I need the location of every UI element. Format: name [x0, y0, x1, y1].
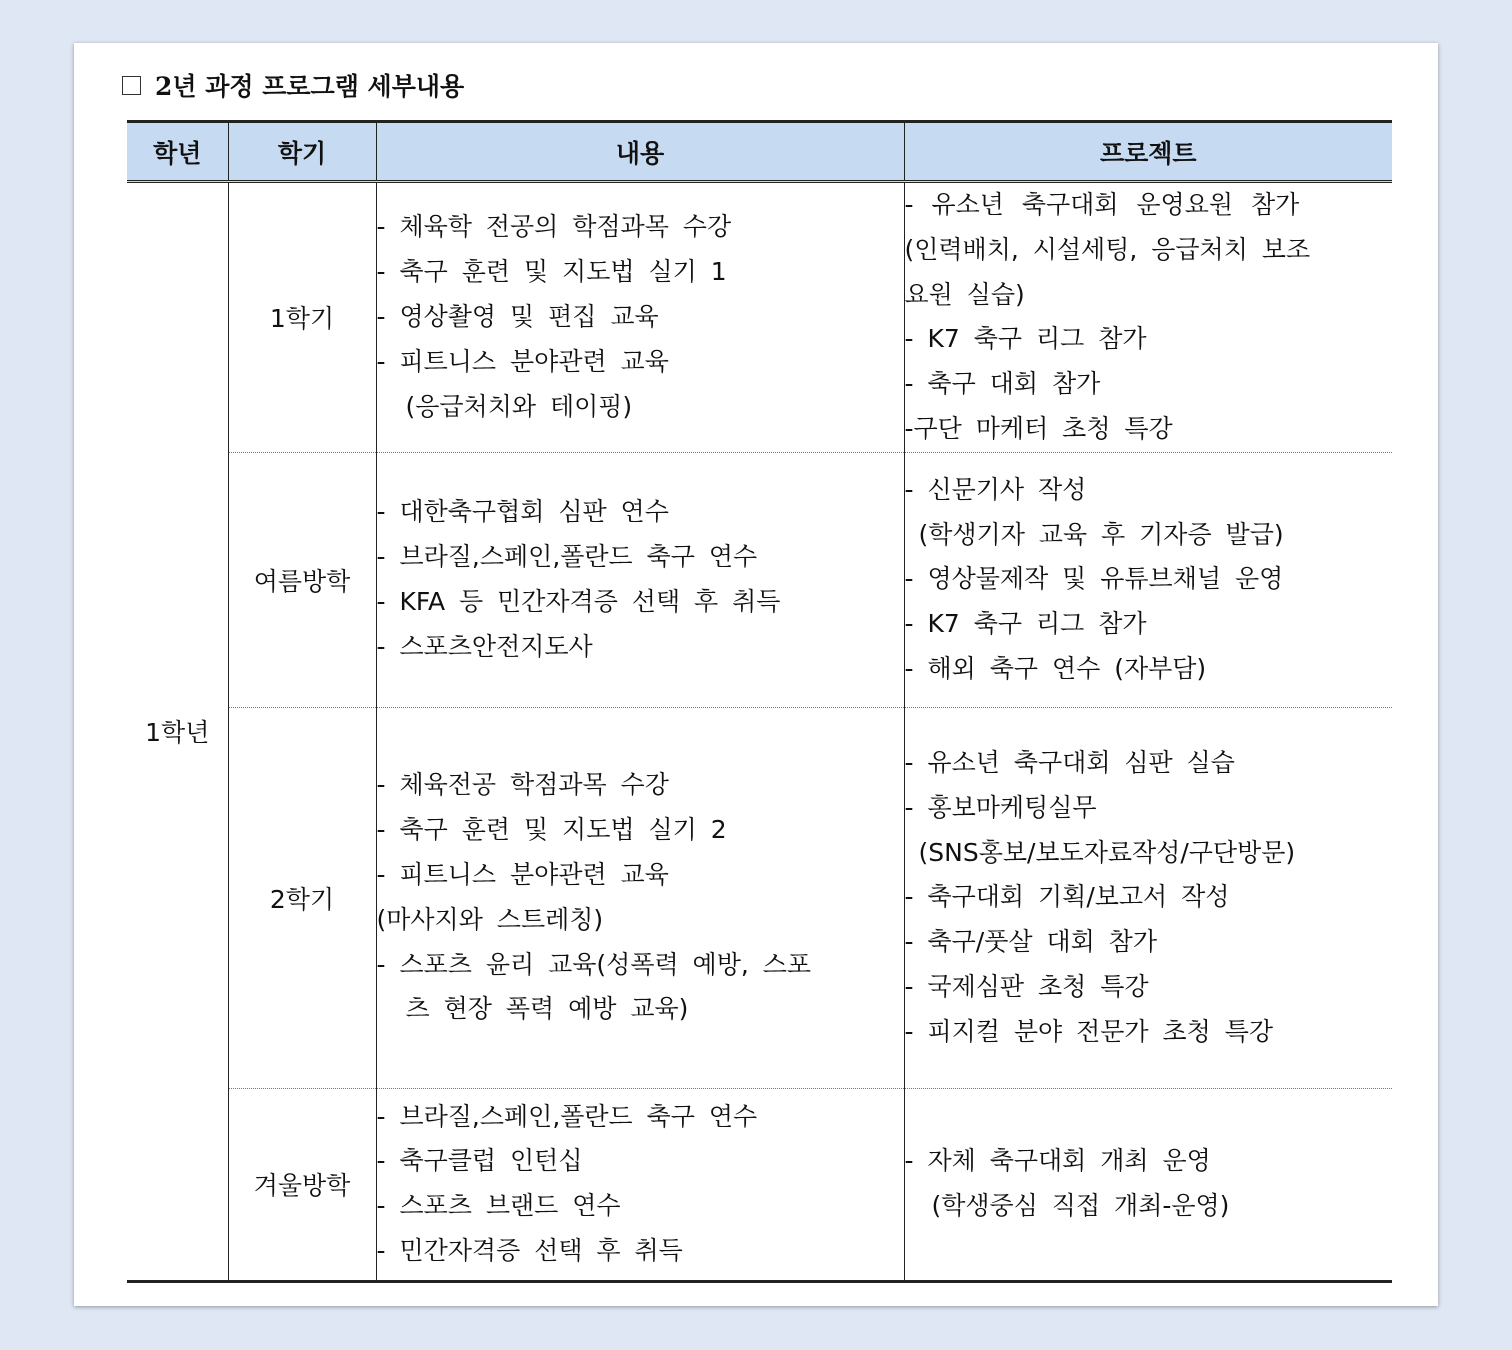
project-line: - 유소년 축구대회 운영요원 참가 [904, 190, 1300, 219]
project-line: (SNS홍보/보도자료작성/구단방문) [918, 837, 1296, 867]
table-header-row [127, 122, 1392, 182]
header-project: 프로젝트 [904, 122, 1392, 182]
content-line: - 영상촬영 및 편집 교육 [376, 301, 659, 331]
content-line: - 스포츠 브랜드 연수 [376, 1191, 621, 1221]
header-content: 내용 [376, 122, 904, 182]
content-line: - 피트니스 분야관련 교육 [376, 859, 669, 889]
document-page [74, 43, 1438, 1306]
project-cell [904, 452, 1392, 707]
project-line: (학생기자 교육 후 기자증 발급) [918, 519, 1284, 549]
semester-cell: 여름방학 [228, 452, 376, 707]
project-line: - 축구/풋살 대회 참가 [904, 927, 1157, 957]
project-cell [904, 1088, 1392, 1281]
project-line: - K7 축구 리그 참가 [904, 324, 1147, 354]
project-cell [904, 707, 1392, 1088]
semester-cell: 1학기 [228, 182, 376, 453]
program-table [127, 120, 1392, 1283]
table-row [127, 707, 1392, 1088]
content-line: - 민간자격증 선택 후 취득 [376, 1236, 683, 1266]
table-row [127, 1088, 1392, 1281]
content-line: - 체육학 전공의 학점과목 수강 [376, 212, 732, 242]
project-line: (인력배치, 시설세팅, 응급처치 보조 [904, 234, 1311, 264]
table-row [127, 182, 1392, 453]
project-line: 요원 실습) [904, 279, 1025, 309]
project-line: -구단 마케터 초청 특강 [904, 413, 1173, 443]
header-semester: 학기 [228, 122, 376, 182]
project-line: - 국제심판 초청 특강 [904, 971, 1149, 1001]
content-line: - 대한축구협회 심판 연수 [376, 497, 669, 527]
project-line: - 영상물제작 및 유튜브채널 운영 [904, 564, 1284, 594]
content-line: - 스포츠안전지도사 [376, 631, 593, 661]
heading-text: 2년 과정 프로그램 세부내용 [155, 72, 465, 101]
content-line: 츠 현장 폭력 예방 교육) [405, 994, 689, 1024]
content-line: - 브라질,스페인,폴란드 축구 연수 [376, 1101, 758, 1131]
content-line: - 축구클럽 인턴십 [376, 1146, 583, 1176]
content-line: (마사지와 스트레칭) [376, 904, 604, 934]
project-cell [904, 182, 1392, 453]
content-line: (응급처치와 테이핑) [405, 391, 633, 421]
semester-cell: 겨울방학 [228, 1088, 376, 1281]
content-cell [376, 1088, 904, 1281]
semester-cell: 2학기 [228, 707, 376, 1088]
content-line: - KFA 등 민간자격증 선택 후 취득 [376, 586, 781, 616]
project-line: - 피지컬 분야 전문가 초청 특강 [904, 1016, 1274, 1046]
project-line: - K7 축구 리그 참가 [904, 609, 1147, 639]
content-line: - 체육전공 학점과목 수강 [376, 770, 669, 800]
content-line: - 축구 훈련 및 지도법 실기 1 [376, 257, 727, 287]
project-line: (학생중심 직접 개최-운영) [931, 1191, 1230, 1221]
table-row [127, 452, 1392, 707]
content-line: - 브라질,스페인,폴란드 축구 연수 [376, 541, 758, 571]
content-line: - 축구 훈련 및 지도법 실기 2 [376, 815, 727, 845]
content-cell [376, 452, 904, 707]
checkbox-icon [122, 76, 141, 95]
project-line: - 신문기사 작성 [904, 474, 1087, 504]
header-year: 학년 [127, 122, 228, 182]
project-line: - 축구 대회 참가 [904, 369, 1101, 399]
content-cell [376, 182, 904, 453]
content-line: - 스포츠 윤리 교육(성폭력 예방, 스포 [376, 949, 812, 979]
project-line: - 홍보마케팅실무 [904, 792, 1097, 822]
content-cell [376, 707, 904, 1088]
project-line: - 유소년 축구대회 심판 실습 [904, 747, 1235, 777]
project-line: - 자체 축구대회 개최 운영 [904, 1146, 1211, 1176]
year-cell: 1학년 [127, 182, 228, 1282]
project-line: - 해외 축구 연수 (자부담) [904, 653, 1207, 683]
project-line: - 축구대회 기획/보고서 작성 [904, 882, 1230, 912]
content-line: - 피트니스 분야관련 교육 [376, 346, 669, 376]
section-heading [122, 65, 464, 105]
